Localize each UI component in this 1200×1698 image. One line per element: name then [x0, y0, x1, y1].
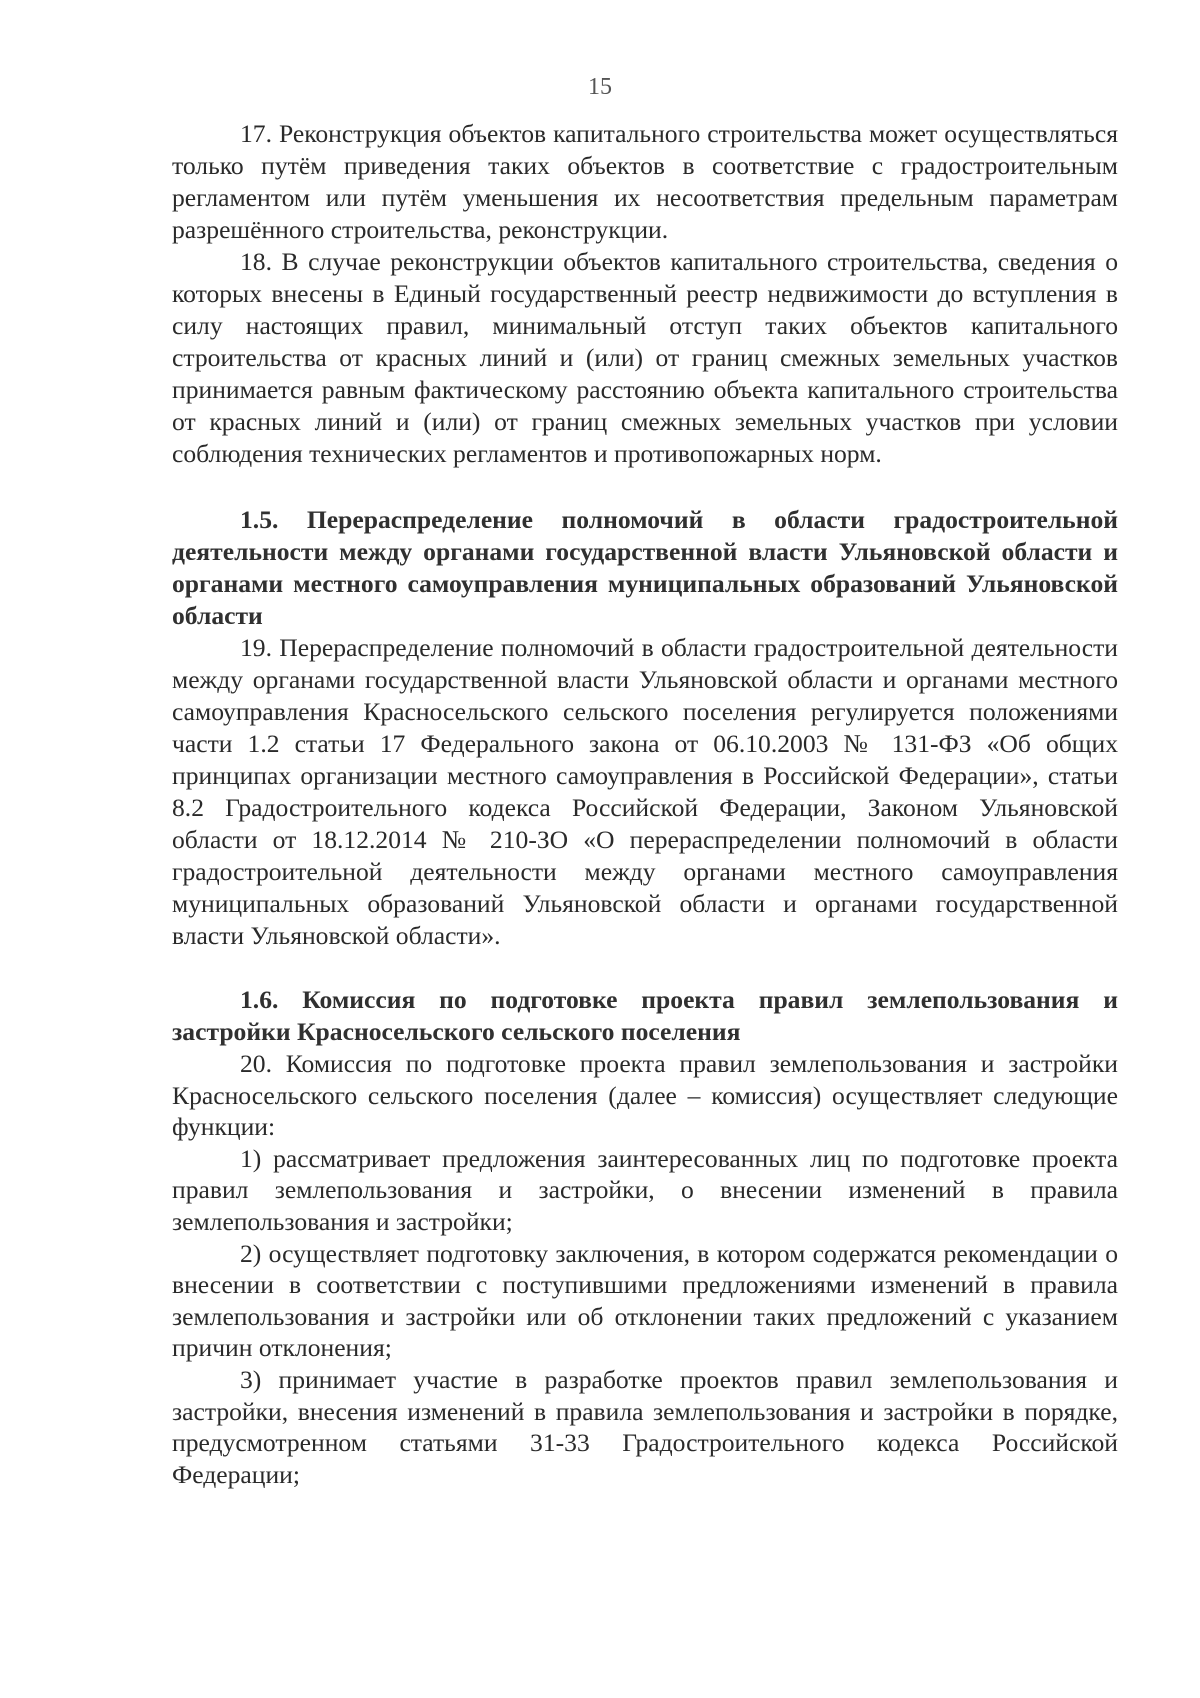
section-spacer [172, 470, 1118, 504]
list-item-2: 2) осуществляет подготовку заключения, в котором содержатся рекомендации о внесении в соответствии с поступившими предложениями изменений в правила землепользования и застройки или об отклонении таких предложений с указанием причин отклонения; [172, 1238, 1118, 1363]
section-heading-1-6: 1.6. Комиссия по подготовке проекта правил землепользования и застройки Красносельского сельского поселения [172, 985, 1118, 1046]
list-item-3: 3) принимает участие в разработке проектов правил землепользования и застройки, внесения изменений в правила землепользования и застройки в порядке, предусмотренном статьями 31-33 Градостроительного кодекса Российской Федерации; [172, 1364, 1118, 1489]
paragraph-20: 20. Комиссия по подготовке проекта правил землепользования и застройки Красносельского сельского поселения (далее – комиссия) осуществляет следующие функции: [172, 1049, 1118, 1142]
section-heading-1-5: 1.5. Перераспределение полномочий в области градостроительной деятельности между органами государственной власти Ульяновской области и органами местного самоуправления муниципальных образований Ульяновской области [172, 505, 1118, 630]
paragraph-17: 17. Реконструкция объектов капитального строительства может осуществляться только путём приведения таких объектов в соответствие с градостроительным регламентом или путём уменьшения их несоответствия предельным параметрам разрешённого строительства, реконструкции. [172, 119, 1118, 244]
paragraph-19: 19. Перераспределение полномочий в области градостроительной деятельности между органами государственной власти Ульяновской области и органами местного самоуправления Красносельского сельского поселения регулируется положениями части 1.2 статьи 17 Федерального закона от 06.10.2003 № 131-ФЗ «Об общих принципах организации местного самоуправления в Российской Федерации», статьи 8.2 Градостроительного кодекса Российской Федерации, Законом Ульяновской области от 18.12.2014 № 210-ЗО «О перераспределении полномочий в области градостроительной деятельности между органами местного самоуправления муниципальных образований Ульяновской области и органами государственной власти Ульяновской области». [172, 633, 1118, 950]
section-spacer [172, 952, 1118, 984]
document-body [172, 118, 1118, 1490]
list-item-1: 1) рассматривает предложения заинтересованных лиц по подготовке проекта правил землепользования и застройки, о внесении изменений в правила землепользования и застройки; [172, 1143, 1118, 1236]
page-number: 15 [588, 74, 612, 100]
paragraph-18: 18. В случае реконструкции объектов капитального строительства, сведения о которых внесены в Единый государственный реестр недвижимости до вступления в силу настоящих правил, минимальный отступ таких объектов капитального строительства от красных линий и (или) от границ смежных земельных участков принимается равным фактическому расстоянию объекта капитального строительства от красных линий и (или) от границ смежных земельных участков при условии соблюдения технических регламентов и противопожарных норм. [172, 247, 1118, 468]
